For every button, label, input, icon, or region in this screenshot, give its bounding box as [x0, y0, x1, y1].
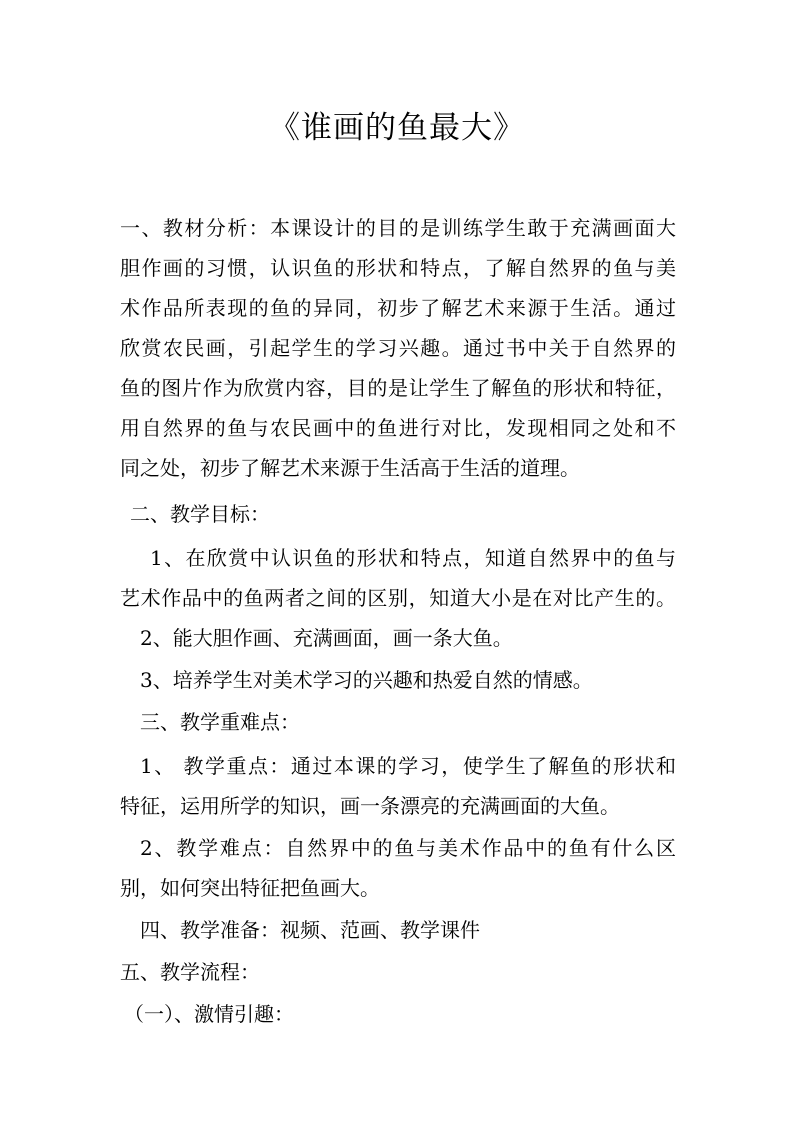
- paragraph-line: 艺术作品中的鱼两者之间的区别，知道大小是在对比产生的。: [120, 586, 676, 610]
- section-heading: 二、教学目标：: [130, 502, 270, 526]
- paragraph-line: 别，如何突出特征把鱼画大。: [120, 876, 380, 900]
- subsection-heading: （一）、激情引趣：: [124, 1002, 294, 1026]
- list-item: 3、培养学生对美术学习的兴趣和热爱自然的情感。: [140, 668, 593, 692]
- section-heading: 四、教学准备：视频、范画、教学课件: [140, 918, 480, 942]
- list-item: 2、能大胆作画、充满画面，画一条大鱼。: [140, 626, 513, 650]
- section-heading: 五、教学流程：: [120, 960, 260, 984]
- paragraph-line: 特征，运用所学的知识，画一条漂亮的充满画面的大鱼。: [120, 794, 620, 818]
- paragraph-line: 用自然界的鱼与农民画中的鱼进行对比，发现相同之处和不: [120, 416, 676, 440]
- paragraph-line: 欣赏农民画，引起学生的学习兴趣。通过书中关于自然界的: [120, 336, 676, 360]
- document-title: 《谁画的鱼最大》: [269, 110, 525, 146]
- section-heading: 三、教学重难点：: [140, 710, 300, 734]
- paragraph-line: 胆作画的习惯，认识鱼的形状和特点，了解自然界的鱼与美: [120, 256, 676, 280]
- paragraph-line: 鱼的图片作为欣赏内容，目的是让学生了解鱼的形状和特征，: [120, 376, 676, 400]
- paragraph-line: 1、在欣赏中认识鱼的形状和特点，知道自然界中的鱼与: [150, 546, 676, 570]
- paragraph-line: 术作品所表现的鱼的异同，初步了解艺术来源于生活。通过: [120, 296, 676, 320]
- paragraph-line: 1、 教学重点：通过本课的学习，使学生了解鱼的形状和: [140, 754, 676, 778]
- paragraph-line: 2、教学难点：自然界中的鱼与美术作品中的鱼有什么区: [140, 836, 676, 860]
- paragraph-line: 一、教材分析：本课设计的目的是训练学生敢于充满画面大: [120, 216, 676, 240]
- paragraph-line: 同之处，初步了解艺术来源于生活高于生活的道理。: [120, 456, 580, 480]
